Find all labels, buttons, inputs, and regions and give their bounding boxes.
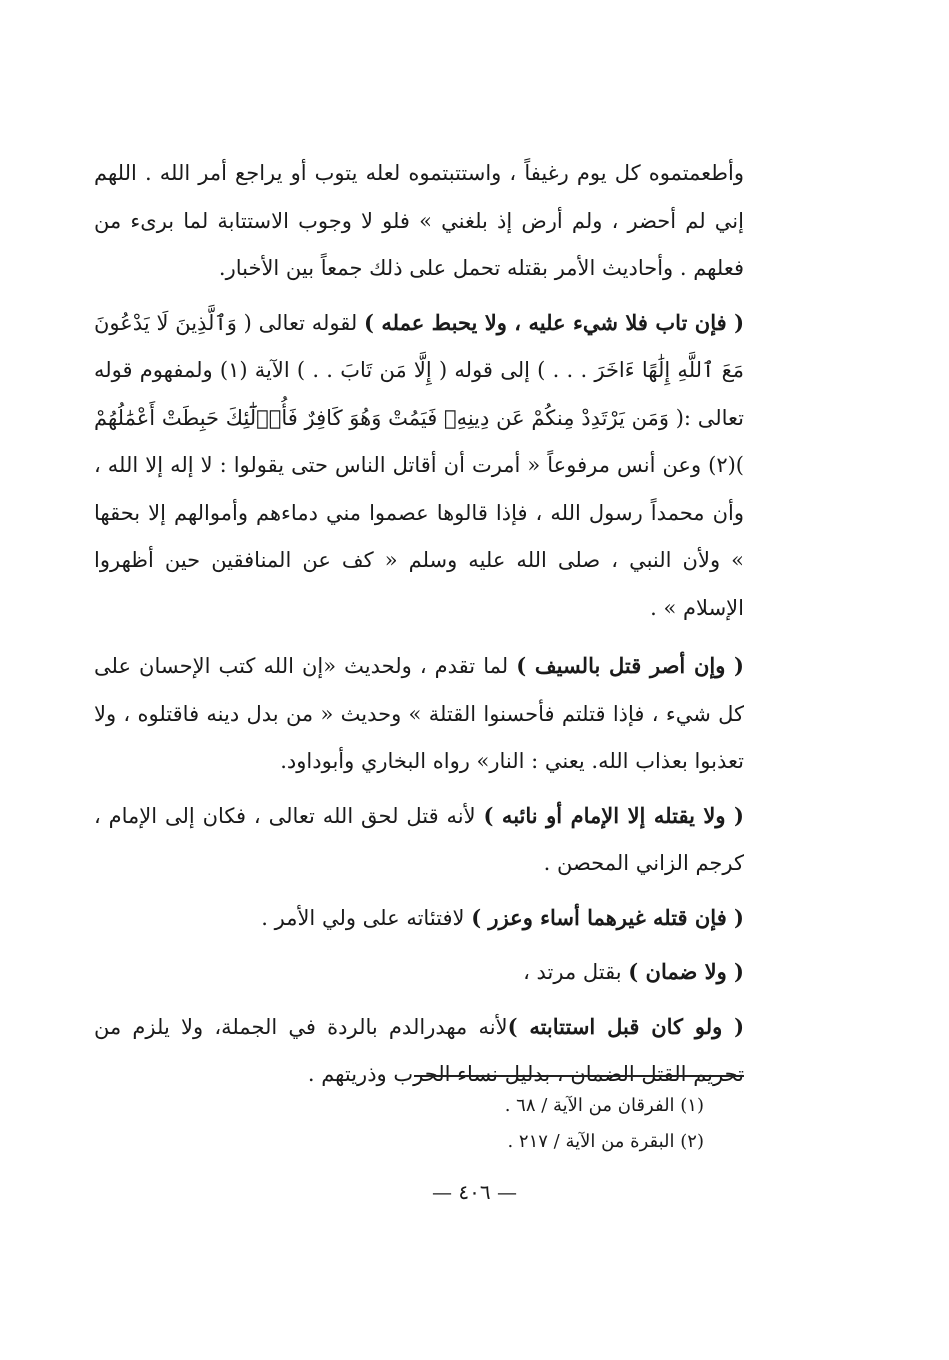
footnote-2: (٢) البقرة من الآية / ٢١٧ . (507, 1131, 704, 1152)
paragraph-7 (94, 1003, 744, 1099)
paragraph-7-heading: ( ولو كان قبل استتابته ) (507, 1013, 745, 1039)
paragraph-2-heading: ( فإن تاب فلا شيء عليه ، ولا يحبط عمله ) (364, 309, 744, 335)
page-number: — ٤٠٦ — (432, 1180, 517, 1204)
paragraph-4-heading: ( ولا يقتله إلا الإمام أو نائبه ) (483, 802, 744, 828)
paragraph-4-text: لأنه قتل لحق الله تعالى ، فكان إلى الإمام ، كرجم الزاني المحصن . (94, 803, 744, 875)
paragraph-6-text: بقتل مرتد ، (523, 960, 629, 984)
footnotes (204, 1088, 704, 1160)
footnote-divider (414, 1075, 744, 1077)
paragraph-3-heading: ( وإن أصر قتل بالسيف ) (516, 653, 744, 678)
paragraph-7-text: لأنه مهدرالدم بالردة في الجملة، ولا يلزم من تحريم القتل الضمان ، بدليل نساء الحرب وذريتهم . (94, 1014, 744, 1086)
paragraph-2-text: لقوله تعالى ( وَٱلَّذِينَ لَا يَدْعُونَ مَعَ ٱللَّهِ إِلَٰهًا ءَاخَرَ . . . ) إلى قوله ( إِلَّا مَن تَابَ . . ) الآية (١) ولمفهوم قوله تعالى :( وَمَن يَرْتَدِدْ مِنكُمْ عَن دِينِهِۦ فَيَمُتْ وَهُوَ كَافِرٌ فَأُو۟لَٰٓئِكَ حَبِطَتْ أَعْمَٰلُهُمْ )(٢) وعن أنس مرفوعاً « أمرت أن أقاتل الناس حتى يقولوا : لا إله إلا الله ، وأن محمداً رسول الله ، فإذا قالوها عصموا مني دماءهم وأموالهم إلا بحقها » ولأن النبي ، صلى الله عليه وسلم « كف عن المنافقين حين أظهروا الإسلام » . (94, 310, 745, 620)
paragraph-6 (94, 948, 744, 997)
paragraph-3-text: لما تقدم ، ولحديث «إن الله كتب الإحسان على كل شيء ، فإذا قتلتم فأحسنوا القتلة » وحديث « من بدل دينه فاقتلوه ، ولا تعذبوا بعذاب الله. يعني : النار» رواه البخاري وأبوداود. (94, 654, 744, 773)
paragraph-5-text: لافتئاته على ولي الأمر . (261, 905, 472, 930)
paragraph-5-heading: ( فإن قتله غيرهما أساء وعزر ) (471, 904, 744, 930)
paragraph-5 (94, 894, 744, 943)
paragraph-6-heading: ( ولا ضمان ) (628, 959, 744, 984)
main-text (94, 150, 744, 1099)
paragraph-1 (94, 150, 744, 293)
footnote-1: (١) الفرقان من الآية / ٦٨ . (504, 1095, 704, 1116)
paragraph-4 (94, 792, 744, 888)
paragraph-2 (94, 299, 744, 633)
paragraph-1-text: وأطعمتموه كل يوم رغيفاً ، واستتبتموه لعله يتوب أو يراجع أمر الله . اللهم إني لم أحضر ، ولم أرض إذ بلغني » فلو لا وجوب الاستتابة لما برىء من فعلهم . وأحاديث الأمر بقتله تحمل على ذلك جمعاً بين الأخبار. (94, 161, 744, 280)
paragraph-3 (94, 642, 744, 786)
